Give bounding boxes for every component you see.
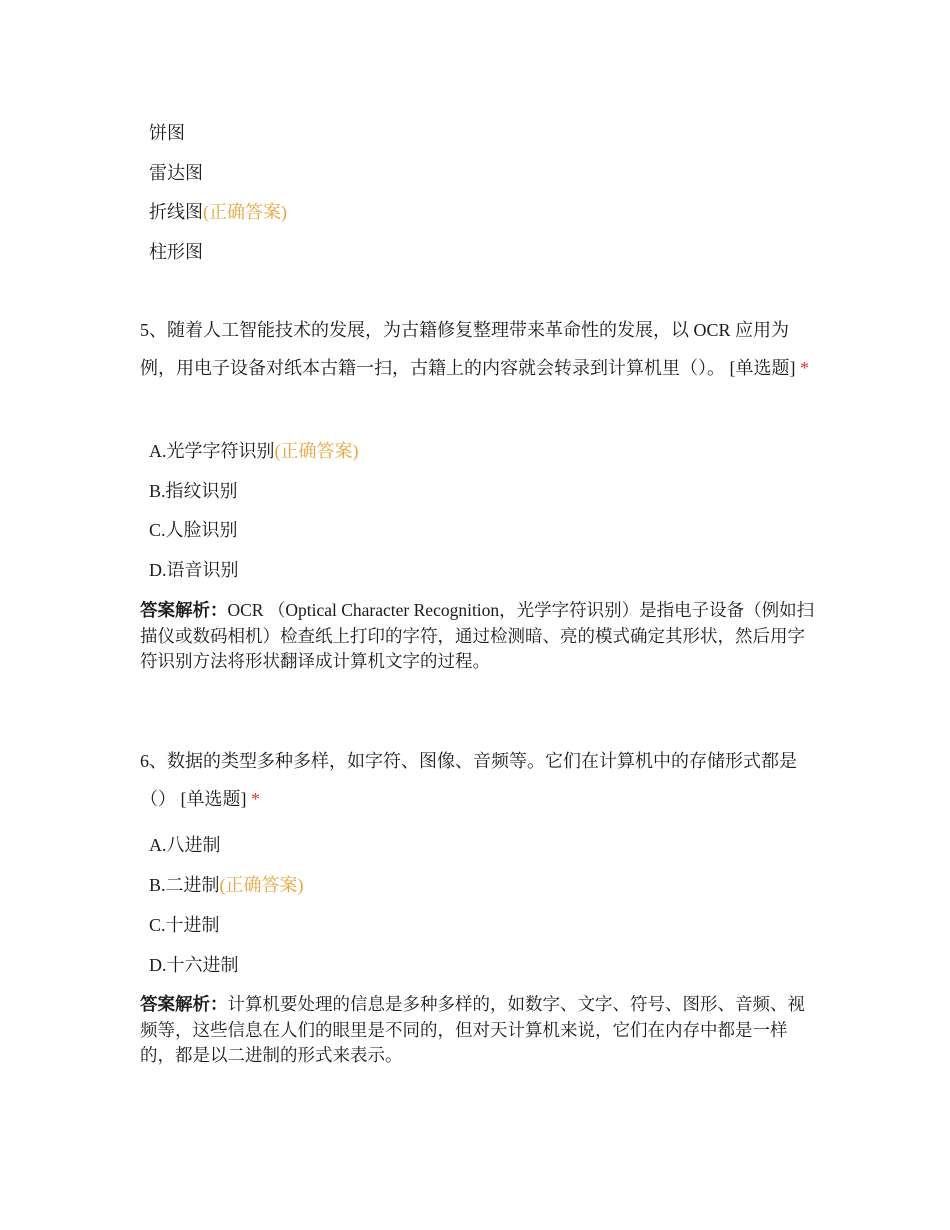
- analysis-text: 计算机要处理的信息是多种多样的，如数字、文字、符号、图形、音频、视频等，这些信息在人们的眼里是不同的，但对天计算机来说，它们在内存中都是一样的，都是以二进制的形式来表示。: [140, 994, 805, 1065]
- q5-option-b: [149, 479, 238, 503]
- q5-option-label: C.人脸识别: [149, 520, 238, 540]
- correct-answer-mark: (正确答案): [274, 441, 359, 461]
- q6-option-b: [149, 873, 304, 897]
- q5-option-c: [149, 518, 238, 542]
- q6-option-a: [149, 833, 221, 857]
- required-mark: *: [251, 789, 260, 809]
- q5-analysis: [140, 598, 820, 675]
- q4-option-line: [149, 200, 287, 224]
- q5-question: [140, 311, 820, 387]
- analysis-text: OCR （Optical Character Recognition，光学字符识别）是指电子设备（例如扫描仪或数码相机）检查纸上打印的字符，通过检测暗、亮的模式确定其形状，然后用字符识别方法将形状翻译成计算机文字的过程。: [140, 600, 815, 671]
- q6-option-d: [149, 953, 239, 977]
- q4-option-label: 雷达图: [149, 163, 203, 183]
- required-mark: *: [800, 358, 809, 378]
- q6-option-label: D.十六进制: [149, 955, 239, 975]
- q5-option-label: A.光学字符识别: [149, 441, 275, 461]
- analysis-label: 答案解析：: [140, 600, 228, 620]
- q4-option-label: 柱形图: [149, 242, 203, 262]
- correct-answer-mark: (正确答案): [219, 875, 304, 895]
- q5-option-label: D.语音识别: [149, 560, 239, 580]
- q6-option-c: [149, 913, 220, 937]
- q5-option-a: [149, 439, 359, 463]
- correct-answer-mark: (正确答案): [203, 202, 287, 222]
- q6-analysis: [140, 992, 820, 1069]
- q5-option-d: [149, 558, 239, 582]
- q6-question-text: 6、数据的类型多种多样，如字符、图像、音频等。它们在计算机中的存储形式都是（） [单选题]: [140, 751, 797, 809]
- q5-option-label: B.指纹识别: [149, 481, 238, 501]
- q4-option-bar: [149, 240, 203, 264]
- q6-option-label: A.八进制: [149, 835, 221, 855]
- q4-option-radar: [149, 161, 203, 185]
- q4-option-label: 饼图: [149, 123, 185, 143]
- q4-option-label: 折线图: [149, 202, 203, 222]
- q6-option-label: B.二进制: [149, 875, 220, 895]
- q5-question-text: 5、随着人工智能技术的发展，为古籍修复整理带来革命性的发展，以 OCR 应用为例，用电子设备对纸本古籍一扫，古籍上的内容就会转录到计算机里（）。 [单选题]: [140, 320, 796, 378]
- q4-option-pie: [149, 121, 185, 145]
- analysis-label: 答案解析：: [140, 994, 228, 1014]
- q6-question: [140, 742, 820, 818]
- q6-option-label: C.十进制: [149, 915, 220, 935]
